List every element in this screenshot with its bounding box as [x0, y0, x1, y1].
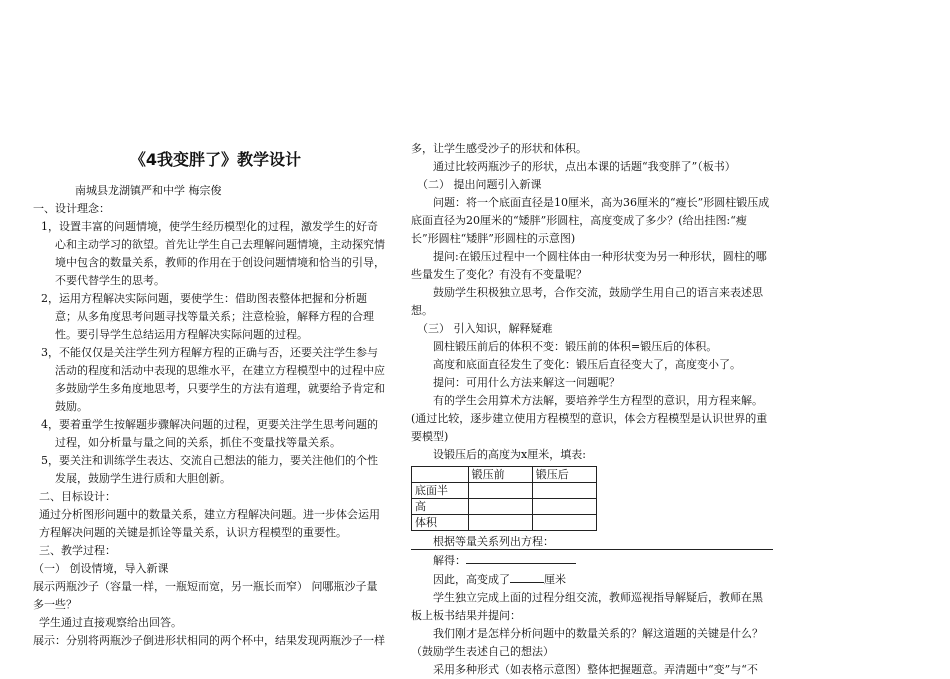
table-cell	[468, 483, 532, 499]
process-sub-3: （三） 引入知识，解释疑难	[417, 322, 553, 335]
table-cell	[532, 483, 596, 499]
right-paragraph-1: 多，让学生感受沙子的形状和体积。	[411, 142, 587, 155]
solve-line	[411, 551, 773, 570]
table-row-label: 底面半	[412, 483, 469, 499]
table-cell	[468, 499, 532, 515]
closing-paragraph: 采用多种形式（如表格示意图）整体把握题意。弄清题中“变”与“不	[433, 663, 758, 676]
table-cell	[532, 515, 596, 531]
author-line: 南城县龙湖镇严和中学 梅宗俊	[75, 184, 222, 197]
table-cell	[468, 515, 532, 531]
table-row	[412, 483, 597, 499]
concept-item-5: 5，要关注和训练学生表达、交流自己想法的能力，要关注他们的个性发展，鼓励学生进行质和大胆创新。	[41, 454, 378, 485]
process-paragraph-2: 学生通过直接观察给出回答。	[39, 616, 182, 629]
concept-item-4: 4，要着重学生按解题步骤解决问题的过程，更要关注学生思考问题的过程，如分析量与量之间的关系，抓住不变量找等量关系。	[41, 418, 378, 449]
equation-intro: 根据等量关系列出方程：	[433, 535, 554, 548]
table-header-cell	[412, 467, 469, 483]
document-title: 《4我变胖了》教学设计	[129, 150, 302, 169]
question-paragraph: 提问:在锻压过程中一个圆柱体由一种形状变为另一种形状，圆柱的哪些量发生了变化？有没有不变量呢？	[411, 250, 767, 281]
process-paragraph-1: 展示两瓶沙子（容量一样，一瓶短而宽，另一瓶长而窄） 问哪瓶沙子量多一些？	[33, 580, 378, 611]
group-exchange-paragraph: 学生独立完成上面的过程分组交流，教师巡视指导解疑后，教师在黑板上板书结果并提问：	[411, 591, 763, 622]
result-line	[411, 570, 773, 589]
table-intro: 设锻压后的高度为x厘米，填表:	[433, 448, 586, 461]
result-unit: 厘米	[544, 573, 566, 586]
encourage-note: （鼓励学生表述自己的想法）	[411, 645, 554, 658]
concept-item-3: 3，不能仅仅是关注学生列方程解方程的正确与否，还要关注学生参与活动的程度和活动中表现的思维水平，在建立方程模型中的过程中应多鼓励学生多角度地思考，只要学生的方法有道理，就要给予肯定和鼓励。	[41, 346, 385, 413]
table-row-label: 体积	[412, 515, 469, 531]
table-header-cell: 锻压后	[532, 467, 596, 483]
process-paragraph-3: 展示：分别将两瓶沙子倒进形状相同的两个杯中，结果发现两瓶沙子一样	[33, 634, 385, 647]
process-sub-1: （一） 创设情境，导入新课	[33, 562, 169, 575]
right-column	[411, 140, 773, 679]
method-question: 提问：可用什么方法来解这一问题呢？	[433, 376, 620, 389]
goal-text: 通过分析图形问题中的数量关系，建立方程解决问题。进一步体会运用方程解决问题的关键是抓诠等量关系，认识方程模型的重要性。	[39, 508, 380, 539]
concept-item-2: 2，运用方程解决实际问题，要使学生：借助图表整体把握和分析题意；从多角度思考问题寻找等量关系；注意检验，解释方程的合理性。要引导学生总结运用方程解决实际问题的过程。	[41, 292, 374, 341]
forging-table	[411, 466, 597, 531]
volume-invariant: 圆柱锻压前后的体积不变：锻压前的体积=锻压后的体积。	[433, 340, 718, 353]
method-paragraph: 有的学生会用算术方法解，要培养学生方程型的意识，用方程来解。(通过比较，逐步建立使用方程模型的意识，体会方程模型是认识世界的重要模型)	[411, 394, 768, 443]
table-row-label: 高	[412, 499, 469, 515]
result-prefix: 因此，高变成了	[433, 573, 510, 586]
right-paragraph-2: 通过比较两瓶沙子的形状，点出本课的话题“我变胖了”（板书）	[433, 160, 736, 173]
table-row	[412, 499, 597, 515]
height-diameter-change: 高度和底面直径发生了变化：锻压后直径变大了，高度变小了。	[433, 358, 741, 371]
equation-rule	[411, 549, 773, 550]
left-column	[33, 148, 388, 650]
section-heading-goal: 二、目标设计：	[39, 490, 116, 503]
process-sub-2: （二） 提出问题引入新课	[417, 178, 542, 191]
problem-statement: 问题：将一个底面直径是10厘米，高为36厘米的“瘦长”形圆柱锻压成底面直径为20厘米的“矮胖”形圆柱，高度变成了多少？(给出挂图:“瘦长”形圆柱“矮胖”形圆柱的示意图)	[411, 196, 770, 245]
table-header-cell: 锻压前	[468, 467, 532, 483]
solve-blank	[466, 551, 576, 564]
result-blank	[510, 570, 544, 583]
encourage-paragraph: 鼓励学生积极独立思考，合作交流，鼓励学生用自己的语言来表述思想。	[411, 286, 763, 317]
table-row	[412, 515, 597, 531]
section-heading-process: 三、教学过程：	[39, 544, 116, 557]
concept-item-1: 1，设置丰富的问题情境，使学生经历模型化的过程，激发学生的好奇心和主动学习的欲望。首先让学生自己去理解问题情境，主动探究情境中包含的数量关系，教师的作用在于创设问题情境和恰当的引导，不要代替学生的思考。	[41, 220, 385, 287]
section-heading-design-concept: 一、设计理念：	[33, 202, 110, 215]
solve-label: 解得：	[433, 554, 466, 567]
reflection-question: 我们刚才是怎样分析问题中的数量关系的？解这道题的关键是什么？	[433, 627, 763, 640]
table-cell	[532, 499, 596, 515]
table-header-row	[412, 467, 597, 483]
